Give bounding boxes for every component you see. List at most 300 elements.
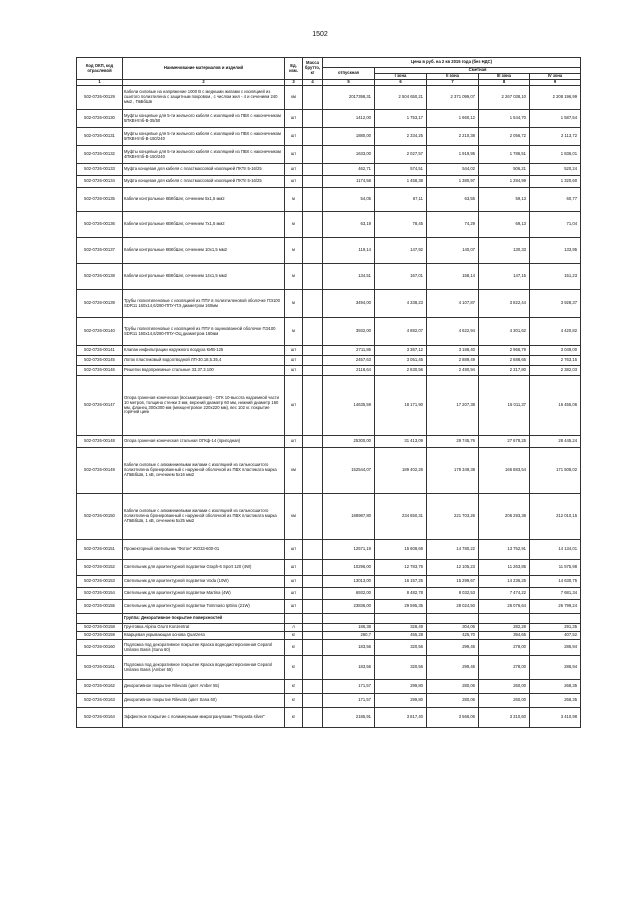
item-unit: м: [285, 188, 303, 212]
item-code: 502-0726-00147: [77, 376, 123, 436]
price-zone-4: 291,35: [530, 624, 581, 632]
price-zone-2: 63,55: [427, 188, 479, 212]
price-zone-3: 2 267 038,10: [479, 86, 530, 110]
header-name: Наименование материалов и изделий: [123, 58, 285, 80]
item-unit: шт: [285, 436, 303, 448]
price-zone-3: 506,21: [479, 164, 530, 176]
header-mass: Масса брутто, кг: [303, 58, 323, 80]
table-row: [77, 366, 581, 376]
item-code: 502-0726-00136: [77, 212, 123, 238]
item-name: Светильник для архитектурной подсветки Voda (10W): [123, 576, 285, 588]
price-zone-3: 26 076,64: [479, 600, 530, 614]
price-zone-2: 221 703,26: [427, 494, 479, 540]
item-name: Подложка под декоративное покрытие Краска воднодисперсионная Ceparol Unilatex Basis (Sana 60): [123, 640, 285, 656]
table-row: [77, 632, 581, 640]
price-release: 10296,00: [323, 560, 375, 576]
item-code: 502-0726-00140: [77, 318, 123, 346]
price-zone-2: 544,02: [427, 164, 479, 176]
price-release: 119,14: [323, 238, 375, 264]
price-zone-3: 278,00: [479, 656, 530, 680]
header-zone-3: III зона: [479, 74, 530, 80]
item-code: 502-0726-00134: [77, 176, 123, 188]
price-zone-3: 1 786,51: [479, 146, 530, 164]
table-row: [77, 576, 581, 588]
price-release: 2711,86: [323, 346, 375, 356]
header-release-price: отпускная: [323, 68, 375, 80]
price-release: 12571,19: [323, 540, 375, 560]
table-row: [77, 290, 581, 318]
price-zone-4: 3 928,37: [530, 290, 581, 318]
price-zone-2: 1 380,97: [427, 176, 479, 188]
item-unit: шт: [285, 346, 303, 356]
item-name: Кабели силовые на напряжение 1000 В с медными жилами с изоляцией из сшитого полиэтилена с защитным покровом , с числом жил - 4 и сечением 240 мм2 , ПвБбШв: [123, 86, 285, 110]
header-zone-2: II зона: [427, 74, 479, 80]
item-mass: [303, 176, 323, 188]
page-number: 1502: [312, 31, 328, 38]
price-zone-3: 13 752,91: [479, 540, 530, 560]
item-name: Решетки водоприемные стальные 33.37.3.100: [123, 366, 285, 376]
item-mass: [303, 238, 323, 264]
column-index: 8: [479, 80, 530, 86]
item-unit: [285, 614, 303, 624]
item-mass: [303, 436, 323, 448]
price-zone-2: 8 032,53: [427, 588, 479, 600]
price-release: 3494,00: [323, 290, 375, 318]
item-name: Декоративное покрытие Rilevato (цвет Sana 60): [123, 694, 285, 708]
item-unit: шт: [285, 376, 303, 436]
header-zone-4: IV зона: [530, 74, 581, 80]
price-zone-3: 16 011,37: [479, 376, 530, 436]
item-mass: [303, 188, 323, 212]
item-unit: м: [285, 318, 303, 346]
price-zone-2: 304,06: [427, 624, 479, 632]
price-release: 1880,00: [323, 128, 375, 146]
table-row: [77, 656, 581, 680]
price-zone-1: 189 402,26: [375, 448, 427, 494]
table-row: [77, 680, 581, 694]
item-mass: [303, 640, 323, 656]
price-release: 23836,00: [323, 600, 375, 614]
price-zone-3: 278,00: [479, 640, 530, 656]
price-zone-3: 3 310,60: [479, 708, 530, 728]
item-mass: [303, 614, 323, 624]
price-zone-3: 59,13: [479, 188, 530, 212]
header-unit: Ед. изм.: [285, 58, 303, 80]
price-release: 6932,00: [323, 588, 375, 600]
price-zone-2: 4 107,87: [427, 290, 479, 318]
price-release: 152544,07: [323, 448, 375, 494]
price-zone-1: 3 367,12: [375, 346, 427, 356]
item-name: Клапан инфильтрации наружного воздуха КИВ-125: [123, 346, 285, 356]
price-zone-2: 14 780,22: [427, 540, 479, 560]
price-zone-3: 1 284,99: [479, 176, 530, 188]
price-zone-4: 520,24: [530, 164, 581, 176]
item-mass: [303, 346, 323, 356]
item-mass: [303, 164, 323, 176]
price-zone-2: 3 188,40: [427, 346, 479, 356]
price-zone-2: 1 919,95: [427, 146, 479, 164]
item-mass: [303, 624, 323, 632]
item-code: 503-0726-00161: [77, 656, 123, 680]
price-zone-3: 2 966,79: [479, 346, 530, 356]
item-mass: [303, 494, 323, 540]
item-mass: [303, 318, 323, 346]
item-unit: шт: [285, 356, 303, 366]
price-zone-2: 2 371 099,07: [427, 86, 479, 110]
price-zone-3: 282,28: [479, 624, 530, 632]
item-unit: кг: [285, 708, 303, 728]
group-row: [77, 614, 581, 624]
item-code: 502-0726-00133: [77, 164, 123, 176]
item-name: Кабели силовые с алюминиевыми жилами с изоляцией из сильносшитого полиэтилена бронированный с наружной оболочкой из ПВХ пластиката марка АПвБбШв, 1 кВ, сечением 5х25 мм2: [123, 494, 285, 540]
table-row: [77, 436, 581, 448]
item-name: Трубы полиэтиленовые с изоляцией из ППУ в оцинкованной оболочке ПЭ100 SDR11 160х14,6/280-ППУ-ОЦ диаметром 160мм: [123, 318, 285, 346]
price-zone-2: 299,46: [427, 656, 479, 680]
item-unit: кг: [285, 694, 303, 708]
price-zone-3: 3 822,44: [479, 290, 530, 318]
item-mass: [303, 128, 323, 146]
column-index: 4: [303, 80, 323, 86]
price-zone-4: 14 134,01: [530, 540, 581, 560]
price-zone-3: 130,33: [479, 238, 530, 264]
table-row: [77, 588, 581, 600]
table-row: [77, 238, 581, 264]
price-zone-4: 60,77: [530, 188, 581, 212]
item-name: Кабели контрольные КВКбШнг, сечением 14х1,5 мм2: [123, 264, 285, 290]
item-code: 502-0726-00131: [77, 128, 123, 146]
price-zone-2: 299,46: [427, 640, 479, 656]
column-index: 5: [323, 80, 375, 86]
item-mass: [303, 540, 323, 560]
price-zone-3: [479, 614, 530, 624]
item-name: Муфта концевая для кабеля с пластмассовой изоляцией ПКТп 5-16/25: [123, 176, 285, 188]
item-unit: шт: [285, 146, 303, 164]
item-code: 502-0726-00163: [77, 694, 123, 708]
item-name: Лоток пластиковый водоотводной ЛП-30.18,5.35,4: [123, 356, 285, 366]
price-release: 54,05: [323, 188, 375, 212]
price-zone-1: 67,11: [375, 188, 427, 212]
price-zone-1: 31 413,09: [375, 436, 427, 448]
price-release: 63,19: [323, 212, 375, 238]
table-row: [77, 376, 581, 436]
price-zone-4: 1 320,60: [530, 176, 581, 188]
price-zone-1: 8 482,78: [375, 588, 427, 600]
price-zone-1: 12 783,76: [375, 560, 427, 576]
price-release: 183,56: [323, 656, 375, 680]
item-unit: шт: [285, 176, 303, 188]
column-index: 7: [427, 80, 479, 86]
price-zone-1: 574,51: [375, 164, 427, 176]
table-row: [77, 356, 581, 366]
table-row: [77, 128, 581, 146]
item-unit: кг: [285, 656, 303, 680]
item-code: 502-0726-00145: [77, 356, 123, 366]
item-code: 502-0726-00149: [77, 448, 123, 494]
item-name: Эффектное покрытие с полимерными микрогранулами "Tempasta silver": [123, 708, 285, 728]
item-unit: шт: [285, 576, 303, 588]
price-zone-4: 28 445,24: [530, 436, 581, 448]
item-code: 502-0726-00151: [77, 540, 123, 560]
table-row: [77, 694, 581, 708]
price-zone-2: 3 566,06: [427, 708, 479, 728]
column-index: 2: [123, 80, 285, 86]
table-row: [77, 188, 581, 212]
column-index: 6: [375, 80, 427, 86]
item-unit: л: [285, 624, 303, 632]
price-zone-1: 234 650,31: [375, 494, 427, 540]
item-mass: [303, 560, 323, 576]
column-index: 3: [285, 80, 303, 86]
item-name: Прожекторный светильник "Фотон" ЖО33-600-01: [123, 540, 285, 560]
price-zone-4: 1 587,54: [530, 110, 581, 128]
item-unit: шт: [285, 560, 303, 576]
item-name: Декоративное покрытие Rilevato (цвет Amber 55): [123, 680, 285, 694]
price-zone-3: 2 056,72: [479, 128, 530, 146]
price-zone-2: 74,29: [427, 212, 479, 238]
table-row: [77, 560, 581, 576]
item-code: 502-0726-00159: [77, 632, 123, 640]
item-unit: шт: [285, 128, 303, 146]
price-zone-4: 2 208 196,99: [530, 86, 581, 110]
item-mass: [303, 576, 323, 588]
price-zone-2: 2 889,49: [427, 356, 479, 366]
price-zone-1: 147,92: [375, 238, 427, 264]
item-mass: [303, 680, 323, 694]
table-body: [77, 86, 581, 728]
price-zone-4: [530, 614, 581, 624]
price-zone-3: 2 317,80: [479, 366, 530, 376]
price-zone-3: 1 544,70: [479, 110, 530, 128]
price-zone-3: 4 301,62: [479, 318, 530, 346]
table-row: [77, 624, 581, 632]
item-code: 502-0726-00135: [77, 188, 123, 212]
table-row: [77, 600, 581, 614]
item-unit: шт: [285, 164, 303, 176]
price-release: 2017398,31: [323, 86, 375, 110]
header-estimate-price: Сметная: [375, 68, 581, 74]
item-name: Муфты концевые для 5-ти жильного кабеля с изоляцией из ПВХ с наконечником 5ПКВНтпб-В-150/240: [123, 128, 285, 146]
price-zone-3: 7 474,22: [479, 588, 530, 600]
item-code: 502-0726-00129: [77, 86, 123, 110]
price-zone-1: 3 817,40: [375, 708, 427, 728]
item-unit: м: [285, 290, 303, 318]
price-release: 183,56: [323, 640, 375, 656]
table-row: [77, 264, 581, 290]
item-code: 502-0726-00154: [77, 588, 123, 600]
item-name: Подложка под декоративное покрытие Краска воднодисперсионная Ceparol Unilatex Basis (Amber 55): [123, 656, 285, 680]
price-zone-1: [375, 614, 427, 624]
price-zone-3: 14 236,25: [479, 576, 530, 588]
item-code: 502-0726-00152: [77, 560, 123, 576]
price-zone-3: 394,65: [479, 632, 530, 640]
price-zone-1: 1 753,17: [375, 110, 427, 128]
price-zone-2: 280,06: [427, 680, 479, 694]
item-name: Опора граненая коническая стальная ОГКф-14 (пригодная): [123, 436, 285, 448]
price-zone-4: 3 410,98: [530, 708, 581, 728]
price-zone-4: 286,94: [530, 640, 581, 656]
item-code: [77, 614, 123, 624]
table-row: [77, 708, 581, 728]
item-name: Светильник для архитектурной подсветки Tommaso Ipttino (21W): [123, 600, 285, 614]
price-release: 1174,58: [323, 176, 375, 188]
item-code: 502-0726-00146: [77, 366, 123, 376]
price-zone-2: 4 622,94: [427, 318, 479, 346]
price-zone-1: 2 630,56: [375, 366, 427, 376]
price-zone-4: 133,95: [530, 238, 581, 264]
price-release: 188987,80: [323, 494, 375, 540]
price-zone-4: 7 681,34: [530, 588, 581, 600]
price-zone-4: 1 836,01: [530, 146, 581, 164]
item-mass: [303, 146, 323, 164]
item-unit: шт: [285, 110, 303, 128]
price-zone-4: 212 010,15: [530, 494, 581, 540]
item-mass: [303, 356, 323, 366]
item-name: Светильник для архитектурной подсветки Graph-6 Sport 120 (4W): [123, 560, 285, 576]
item-name: Светильник для архитектурной подсветки Martina (4W): [123, 588, 285, 600]
item-mass: [303, 448, 323, 494]
price-zone-4: 151,23: [530, 264, 581, 290]
item-code: 502-0726-00162: [77, 680, 123, 694]
item-mass: [303, 656, 323, 680]
price-zone-3: 2 688,65: [479, 356, 530, 366]
item-name: Муфта концевая для кабеля с пластмассовой изоляцией ПКТп 5-16/25: [123, 164, 285, 176]
price-table: [76, 57, 581, 728]
table-row: [77, 146, 581, 164]
item-code: 502-0726-00150: [77, 494, 123, 540]
item-code: 502-0726-00155: [77, 600, 123, 614]
item-code: 502-0726-00139: [77, 290, 123, 318]
price-release: 186,38: [323, 624, 375, 632]
price-release: 462,71: [323, 164, 375, 176]
price-zone-3: 11 263,85: [479, 560, 530, 576]
item-name: Муфты концевые для 5-ти жильного кабеля с изоляцией из ПВХ с наконечником 5ПКВНтпб-В-35/50: [123, 110, 285, 128]
table-row: [77, 318, 581, 346]
price-release: 14635,59: [323, 376, 375, 436]
price-zone-2: 2 490,94: [427, 366, 479, 376]
price-zone-1: 320,56: [375, 656, 427, 680]
item-name: Кабели контрольные КВКбШнг, сечением 5х1,5 мм2: [123, 188, 285, 212]
table-row: [77, 540, 581, 560]
price-zone-4: 407,52: [530, 632, 581, 640]
header-zone-1: I зона: [375, 74, 427, 80]
item-code: 502-0726-00138: [77, 264, 123, 290]
price-zone-4: 26 799,24: [530, 600, 581, 614]
item-unit: м: [285, 212, 303, 238]
price-zone-4: 16 455,06: [530, 376, 581, 436]
price-zone-4: 71,04: [530, 212, 581, 238]
table-row: [77, 212, 581, 238]
price-release: 2185,91: [323, 708, 375, 728]
price-zone-3: 27 678,25: [479, 436, 530, 448]
column-index: 9: [530, 80, 581, 86]
header-price-group: Цена в руб. на 2 кв 2015 года (без НДС): [323, 58, 581, 68]
item-unit: кг: [285, 680, 303, 694]
price-zone-1: 4 882,07: [375, 318, 427, 346]
item-code: 502-0726-00130: [77, 110, 123, 128]
price-release: 2118,64: [323, 366, 375, 376]
item-mass: [303, 86, 323, 110]
item-name: Опора граненая коническая (восьмигранная) - ОГК 10-высота надземной части 10 метров, толщина стенки 3 мм, верхний диаметр 60 мм, нижний диаметр 160 мм, фланец 300х300 мм (межцентровое 220х220 мм), вес 102 кг. покрытие горячий цинк: [123, 376, 285, 436]
item-unit: шт: [285, 540, 303, 560]
price-release: [323, 614, 375, 624]
price-zone-1: 16 157,25: [375, 576, 427, 588]
price-zone-4: 14 630,75: [530, 576, 581, 588]
table-row: [77, 346, 581, 356]
price-zone-1: 299,80: [375, 680, 427, 694]
price-zone-4: 268,35: [530, 680, 581, 694]
item-unit: кг: [285, 640, 303, 656]
item-name: Кабели силовые с алюминиевыми жилами с изоляцией из сильносшитого полиэтилена бронированный с наружной оболочкой из ПВХ пластиката марка АПвБбШв, 1 кВ, сечением 5х16 мм2: [123, 448, 285, 494]
price-zone-3: 206 293,38: [479, 494, 530, 540]
price-release: 134,51: [323, 264, 375, 290]
item-name: Группа: Декоративное покрытие поверхностей: [123, 614, 285, 624]
table-row: [77, 494, 581, 540]
price-release: 1412,00: [323, 110, 375, 128]
price-zone-1: 2 504 650,21: [375, 86, 427, 110]
item-code: 502-0726-00153: [77, 576, 123, 588]
price-zone-1: 18 171,90: [375, 376, 427, 436]
price-zone-3: 166 883,54: [479, 448, 530, 494]
price-zone-4: 4 420,82: [530, 318, 581, 346]
price-release: 2457,63: [323, 356, 375, 366]
price-zone-1: 29 595,35: [375, 600, 427, 614]
price-zone-1: 2 027,57: [375, 146, 427, 164]
price-zone-3: 69,13: [479, 212, 530, 238]
table-row: [77, 110, 581, 128]
price-zone-2: 179 349,38: [427, 448, 479, 494]
item-code: 502-0726-00158: [77, 624, 123, 632]
item-mass: [303, 212, 323, 238]
price-zone-4: 171 508,02: [530, 448, 581, 494]
price-zone-3: 147,15: [479, 264, 530, 290]
item-mass: [303, 588, 323, 600]
item-unit: шт: [285, 588, 303, 600]
price-zone-2: 17 207,38: [427, 376, 479, 436]
price-zone-4: 268,35: [530, 694, 581, 708]
item-unit: м: [285, 264, 303, 290]
item-mass: [303, 290, 323, 318]
price-zone-2: 28 024,50: [427, 600, 479, 614]
price-zone-2: 425,70: [427, 632, 479, 640]
price-zone-2: 15 299,67: [427, 576, 479, 588]
item-code: 502-0726-00137: [77, 238, 123, 264]
item-mass: [303, 110, 323, 128]
table-row: [77, 448, 581, 494]
price-zone-1: 299,80: [375, 694, 427, 708]
price-zone-1: 167,01: [375, 264, 427, 290]
item-unit: км: [285, 448, 303, 494]
table-row: [77, 86, 581, 110]
item-mass: [303, 632, 323, 640]
price-zone-4: 2 763,15: [530, 356, 581, 366]
price-zone-4: 286,94: [530, 656, 581, 680]
table-row: [77, 164, 581, 176]
item-name: Кабели контрольные КВКбШнг, сечением 10х1,5 мм2: [123, 238, 285, 264]
price-zone-2: 2 210,38: [427, 128, 479, 146]
item-unit: шт: [285, 600, 303, 614]
price-zone-2: 29 745,76: [427, 436, 479, 448]
item-name: Кабели контрольные КВКбШнг, сечением 7х1,5 мм2: [123, 212, 285, 238]
item-unit: шт: [285, 366, 303, 376]
price-zone-1: 15 608,68: [375, 540, 427, 560]
item-name: Кварцевая укрывающая основа Quarzeso: [123, 632, 285, 640]
item-code: 502-0726-00164: [77, 708, 123, 728]
price-release: 1633,00: [323, 146, 375, 164]
item-unit: км: [285, 494, 303, 540]
item-code: 502-0726-00160: [77, 640, 123, 656]
item-mass: [303, 600, 323, 614]
item-mass: [303, 264, 323, 290]
